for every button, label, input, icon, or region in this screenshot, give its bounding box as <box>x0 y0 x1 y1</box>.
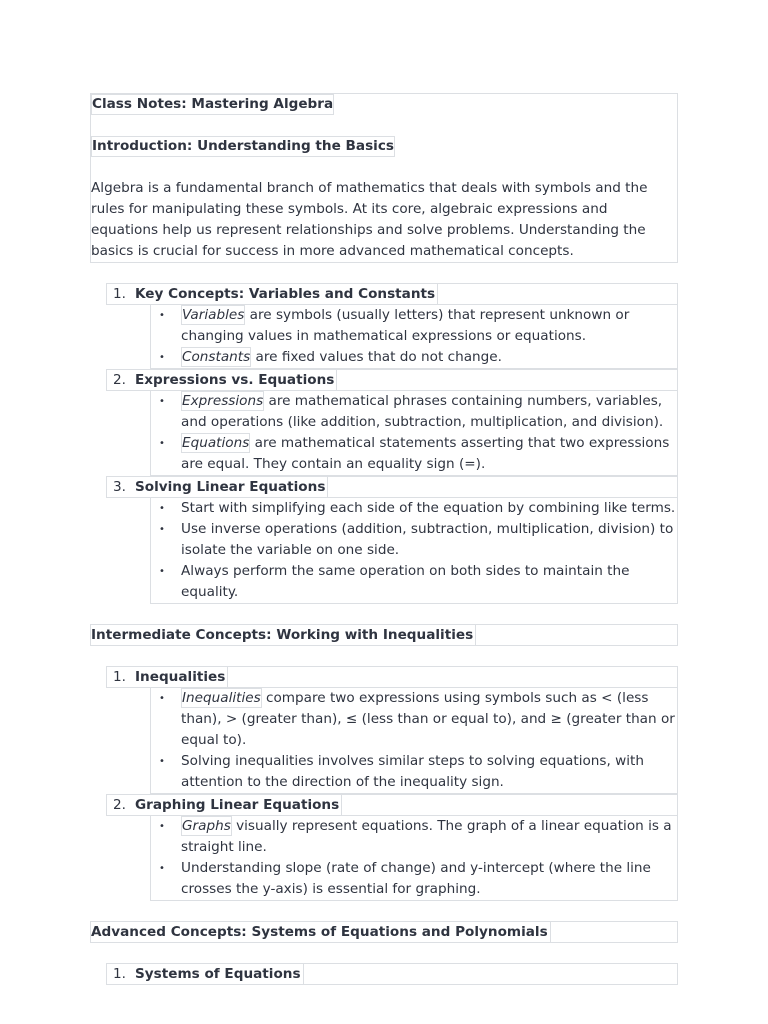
topic-title: Solving Linear Equations <box>135 477 328 497</box>
topic-title: Graphing Linear Equations <box>135 795 342 815</box>
topic-item <box>106 476 678 604</box>
advanced-heading: Advanced Concepts: Systems of Equations and Polynomials <box>91 922 551 942</box>
bullet-icon: • <box>159 863 165 874</box>
list-item <box>151 347 677 368</box>
topic-row <box>106 666 678 688</box>
list-item <box>151 433 677 475</box>
bullet-icon: • <box>159 821 165 832</box>
topic-number: 1. <box>113 966 126 982</box>
topic-points <box>150 391 678 476</box>
bullet-icon: • <box>159 693 165 704</box>
document-title: Class Notes: Mastering Algebra <box>91 94 334 115</box>
term: Equations <box>182 435 250 451</box>
point-text: Always perform the same operation on both sides to maintain the equality. <box>181 563 630 600</box>
document-page <box>90 93 678 985</box>
list-item <box>151 305 677 347</box>
topic-row <box>106 283 678 305</box>
bullet-icon: • <box>159 503 165 514</box>
topic-number: 1. <box>113 286 126 302</box>
topic-number: 2. <box>113 372 126 388</box>
intermediate-heading-box <box>90 624 678 646</box>
topic-number: 1. <box>113 669 126 685</box>
topic-item <box>106 963 678 985</box>
intermediate-heading: Intermediate Concepts: Working with Inequalities <box>91 625 476 645</box>
topic-row <box>106 369 678 391</box>
point-text: Understanding slope (rate of change) and y-intercept (where the line crosses the y-axis) is essential for graphing. <box>181 860 651 897</box>
intro-heading: Introduction: Understanding the Basics <box>91 136 395 157</box>
intro-paragraph: Algebra is a fundamental branch of mathematics that deals with symbols and the rules for manipulating these symbols. At its core, algebraic expressions and equations help us represent relationships and solve problems. Understanding the basics is crucial for success in more advanced mathematical concepts. <box>91 180 648 259</box>
list-item <box>151 816 677 858</box>
topic-title: Key Concepts: Variables and Constants <box>135 284 438 304</box>
topic-row <box>106 476 678 498</box>
point-text: Start with simplifying each side of the equation by combining like terms. <box>181 500 676 516</box>
point-text: are fixed values that do not change. <box>251 349 502 365</box>
topic-row <box>106 794 678 816</box>
topic-number: 2. <box>113 797 126 813</box>
basics-topic-list <box>106 283 678 604</box>
topic-points <box>150 305 678 369</box>
list-item <box>151 391 677 433</box>
point-text: are mathematical phrases containing numbers, variables, and operations (like addition, subtraction, multiplication, and division). <box>181 393 664 430</box>
list-item <box>151 519 677 561</box>
point-text: compare two expressions using symbols such as < (less than), > (greater than), ≤ (less than or equal to), and ≥ (greater than or equal to). <box>181 690 675 748</box>
topic-row <box>106 963 678 985</box>
topic-item <box>106 666 678 794</box>
point-text: are mathematical statements asserting that two expressions are equal. They contain an equality sign (=). <box>181 435 670 472</box>
term: Expressions <box>182 393 264 409</box>
term: Graphs <box>182 818 231 834</box>
point-text: visually represent equations. The graph of a linear equation is a straight line. <box>181 818 672 855</box>
bullet-icon: • <box>159 438 165 449</box>
topic-title: Inequalities <box>135 667 228 687</box>
topic-title: Systems of Equations <box>135 964 304 984</box>
bullet-icon: • <box>159 756 165 767</box>
topic-item <box>106 283 678 369</box>
bullet-icon: • <box>159 396 165 407</box>
topic-item <box>106 794 678 901</box>
intermediate-topic-list <box>106 666 678 901</box>
list-item <box>151 561 677 603</box>
term: Variables <box>182 307 245 323</box>
list-item <box>151 858 677 900</box>
point-text: Use inverse operations (addition, subtraction, multiplication, division) to isolate the variable on one side. <box>181 521 674 558</box>
topic-item <box>106 369 678 476</box>
point-text: are symbols (usually letters) that represent unknown or changing values in mathematical expressions or equations. <box>181 307 630 344</box>
topic-points <box>150 816 678 901</box>
topic-number: 3. <box>113 479 126 495</box>
point-text: Solving inequalities involves similar steps to solving equations, with attention to the direction of the inequality sign. <box>181 753 644 790</box>
advanced-heading-box <box>90 921 678 943</box>
bullet-icon: • <box>159 566 165 577</box>
term: Inequalities <box>182 690 261 706</box>
topic-points <box>150 498 678 604</box>
list-item <box>151 751 677 793</box>
advanced-topic-list <box>106 963 678 985</box>
list-item <box>151 498 677 519</box>
bullet-icon: • <box>159 310 165 321</box>
list-item <box>151 688 677 751</box>
term: Constants <box>182 349 251 365</box>
intro-section <box>90 93 678 263</box>
bullet-icon: • <box>159 524 165 535</box>
bullet-icon: • <box>159 352 165 363</box>
topic-points <box>150 688 678 794</box>
topic-title: Expressions vs. Equations <box>135 370 337 390</box>
